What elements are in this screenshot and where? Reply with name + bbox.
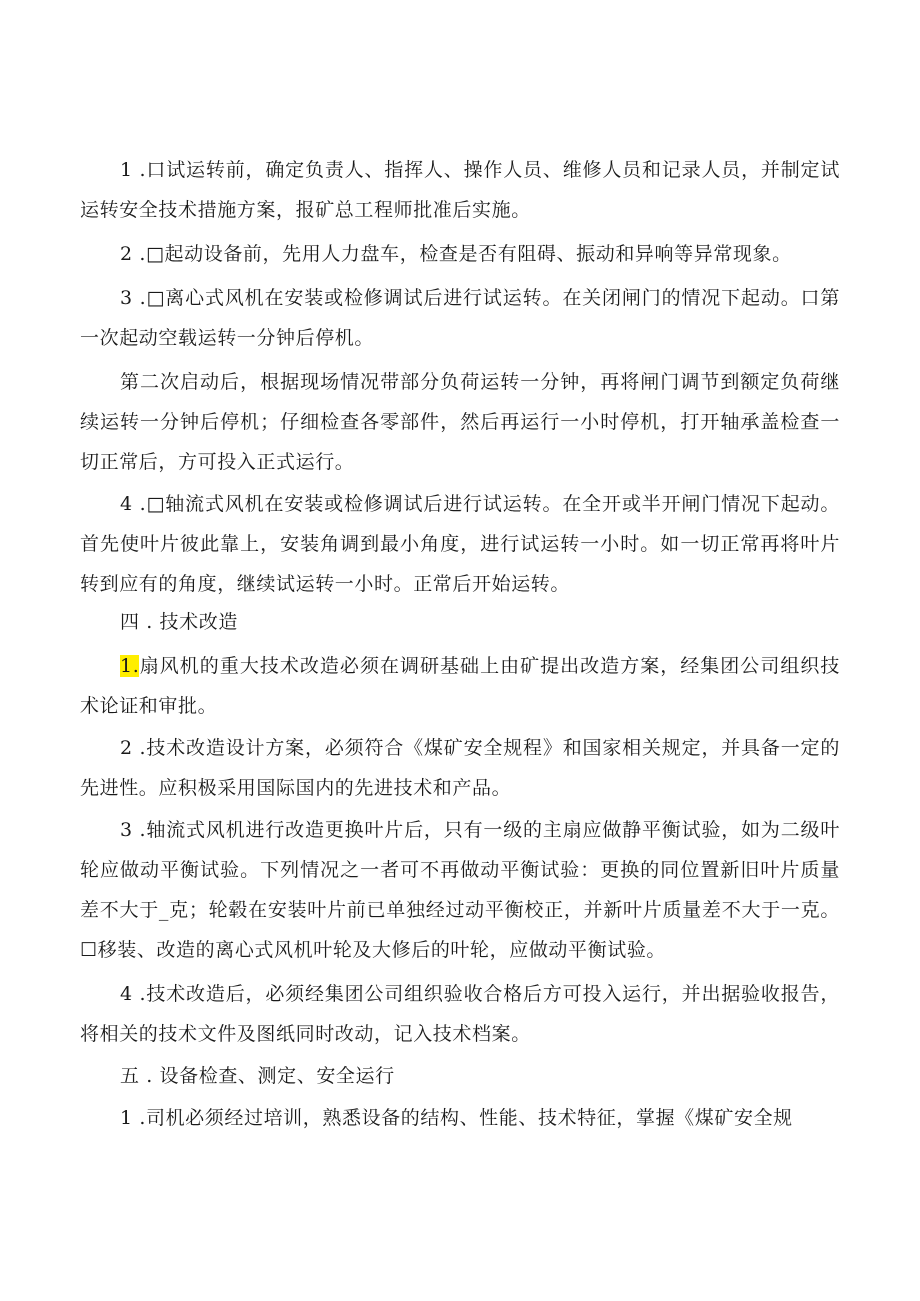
paragraph-9-text: 4 .技术改造后，必须经集团公司组织验收合格后方可投入运行，并出据验收报告，将相关的技术文件及图纸同时改动，记入技术档案。 xyxy=(80,983,840,1045)
paragraph-5-text: 4 .□轴流式风机在安装或检修调试后进行试运转。在全开或半开闸门情况下起动。首先使叶片彼此靠上，安装角调到最小角度，进行试运转一小时。如一切正常再将叶片转到应有的角度，继续试运转一小时。正常后开始运转。 xyxy=(80,493,840,595)
paragraph-9 xyxy=(80,974,840,1054)
paragraph-10 xyxy=(80,1098,840,1138)
paragraph-6 xyxy=(80,646,840,726)
paragraph-1-text: 1 .口试运转前，确定负责人、指挥人、操作人员、维修人员和记录人员，并制定试运转安全技术措施方案，报矿总工程师批准后实施。 xyxy=(80,159,840,221)
section-heading-4 xyxy=(80,602,840,642)
paragraph-1 xyxy=(80,150,840,230)
paragraph-6-text: 扇风机的重大技术改造必须在调研基础上由矿提出改造方案，经集团公司组织技术论证和审批。 xyxy=(80,655,840,717)
paragraph-7-text: 2 .技术改造设计方案，必须符合《煤矿安全规程》和国家相关规定，并具备一定的先进性。应积极采用国际国内的先进技术和产品。 xyxy=(80,737,840,799)
paragraph-3-text: 3 .□离心式风机在安装或检修调试后进行试运转。在关闭闸门的情况下起动。口第一次起动空载运转一分钟后停机。 xyxy=(80,287,840,349)
paragraph-2-text: 2 .□起动设备前，先用人力盘车，检查是否有阻碍、振动和异响等异常现象。 xyxy=(120,243,792,265)
paragraph-4 xyxy=(80,362,840,482)
section-heading-5 xyxy=(80,1056,840,1096)
paragraph-5 xyxy=(80,484,840,604)
highlighted-number: 1. xyxy=(120,655,140,677)
paragraph-10-text: 1 .司机必须经过培训，熟悉设备的结构、性能、技术特征，掌握《煤矿安全规 xyxy=(120,1107,793,1129)
paragraph-4-text: 第二次启动后，根据现场情况带部分负荷运转一分钟，再将闸门调节到额定负荷继续运转一分钟后停机；仔细检查各零部件，然后再运行一小时停机，打开轴承盖检查一切正常后，方可投入正式运行。 xyxy=(80,371,840,473)
paragraph-8 xyxy=(80,810,840,970)
section-heading-4-text: 四 . 技术改造 xyxy=(120,611,238,633)
paragraph-2 xyxy=(80,234,840,274)
paragraph-3 xyxy=(80,278,840,358)
section-heading-5-text: 五 . 设备检查、测定、安全运行 xyxy=(120,1065,395,1087)
paragraph-7 xyxy=(80,728,840,808)
paragraph-8-text: 3 .轴流式风机进行改造更换叶片后，只有一级的主扇应做静平衡试验，如为二级叶轮应做动平衡试验。下列情况之一者可不再做动平衡试验：更换的同位置新旧叶片质量差不大于_克；轮毂在安装叶片前已单独经过动平衡校正，并新叶片质量差不大于一克。☐移装、改造的离心式风机叶轮及大修后的叶轮，应做动平衡试验。 xyxy=(80,819,840,961)
